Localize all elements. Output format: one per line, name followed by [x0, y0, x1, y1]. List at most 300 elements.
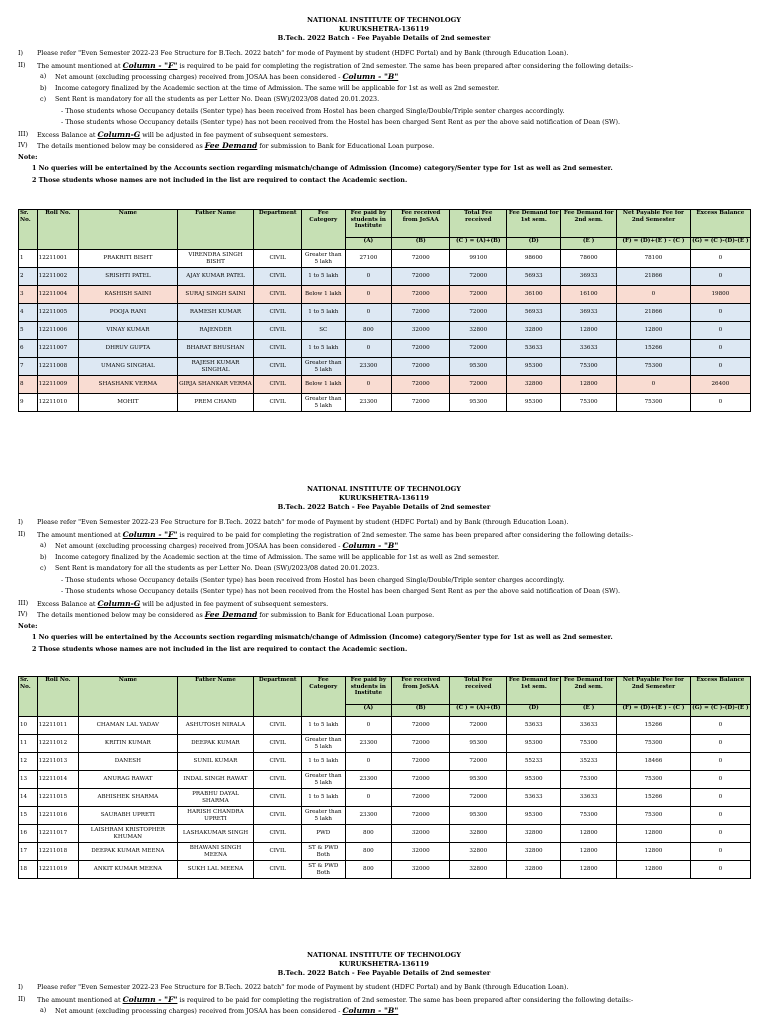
table-row [19, 340, 751, 358]
col-paid: Fee paid by students in Institute [345, 677, 392, 705]
cell-roll: 12211001 [37, 250, 78, 268]
cell-josaa: 72000 [392, 358, 450, 376]
cell-d2: 75300 [561, 771, 617, 789]
cell-father: HARISH CHANDRA UPRETI [177, 807, 254, 825]
cell-d2: 36933 [561, 304, 617, 322]
cell-paid: 23300 [345, 394, 392, 412]
cell-d2: 12800 [561, 322, 617, 340]
cell-father: DEEPAK KUMAR [177, 735, 254, 753]
cell-roll: 12211010 [37, 394, 78, 412]
fee-table-1 [18, 209, 751, 412]
cell-d1: 95300 [507, 735, 561, 753]
col-sr: Sr. No. [19, 677, 38, 717]
cell-father: PREM CHAND [177, 394, 254, 412]
cell-josaa: 72000 [392, 376, 450, 394]
cell-josaa: 72000 [392, 771, 450, 789]
cell-father: GIRJA SHANKAR VERMA [177, 376, 254, 394]
cell-dept: CIVIL [254, 286, 302, 304]
cell-d1: 95300 [507, 807, 561, 825]
cell-d2: 75300 [561, 735, 617, 753]
cell-name: MOHIT [79, 394, 177, 412]
cell-cat: 1 to 5 lakh [302, 268, 346, 286]
cell-paid: 0 [345, 376, 392, 394]
cell-total: 72000 [450, 304, 507, 322]
cell-josaa: 72000 [392, 268, 450, 286]
col-category: Fee Category [302, 210, 346, 250]
cell-total: 95300 [450, 807, 507, 825]
cell-josaa: 32000 [392, 861, 450, 879]
table-row [19, 843, 751, 861]
cell-d1: 32800 [507, 376, 561, 394]
cell-cat: SC [302, 322, 346, 340]
cell-excess: 0 [690, 268, 750, 286]
cell-d1: 95300 [507, 394, 561, 412]
code-e: (E ) [561, 705, 617, 717]
cell-sr: 12 [19, 753, 38, 771]
cell-cat: ST & PWD Both [302, 861, 346, 879]
cell-d2: 12800 [561, 376, 617, 394]
cell-sr: 16 [19, 825, 38, 843]
cell-excess: 0 [690, 322, 750, 340]
code-a: (A) [345, 238, 392, 250]
cell-net: 75300 [617, 735, 691, 753]
cell-total: 99100 [450, 250, 507, 268]
cell-roll: 12211007 [37, 340, 78, 358]
cell-net: 18466 [617, 753, 691, 771]
cell-name: ANKIT KUMAR MEENA [79, 861, 177, 879]
code-d: (D) [507, 238, 561, 250]
cell-josaa: 72000 [392, 340, 450, 358]
cell-paid: 800 [345, 825, 392, 843]
cell-cat: 1 to 5 lakh [302, 304, 346, 322]
cell-josaa: 72000 [392, 250, 450, 268]
cell-cat: Below 1 lakh [302, 376, 346, 394]
instruction-bullet-1: - Those students whose Occupancy details (Senter type) has been received from Hostel has been charged Single/Double/Triple senter charges accordingly. [61, 106, 565, 115]
cell-d2: 75300 [561, 807, 617, 825]
cell-roll: 12211005 [37, 304, 78, 322]
cell-sr: 13 [19, 771, 38, 789]
instruction-2a: a) Net amount (excluding processing charges) received from JOSAA has been considered - Column - "B" [40, 72, 399, 81]
cell-d1: 55233 [507, 753, 561, 771]
cell-name: DEEPAK KUMAR MEENA [79, 843, 177, 861]
code-d: (D) [507, 705, 561, 717]
cell-sr: 15 [19, 807, 38, 825]
code-b: (B) [392, 705, 450, 717]
cell-dept: CIVIL [254, 807, 302, 825]
cell-cat: Greater than 5 lakh [302, 807, 346, 825]
cell-excess: 0 [690, 735, 750, 753]
cell-excess: 0 [690, 807, 750, 825]
table-row [19, 753, 751, 771]
cell-sr: 14 [19, 789, 38, 807]
fee-table-2 [18, 676, 751, 879]
instruction-2a: a) Net amount (excluding processing charges) received from JOSAA has been considered - Column - "B" [40, 541, 399, 550]
cell-father: SUNIL KUMAR [177, 753, 254, 771]
cell-dept: CIVIL [254, 753, 302, 771]
table-row [19, 286, 751, 304]
cell-net: 12800 [617, 861, 691, 879]
cell-roll: 12211013 [37, 753, 78, 771]
table-row [19, 825, 751, 843]
cell-cat: 1 to 5 lakh [302, 717, 346, 735]
document-subtitle: B.Tech. 2022 Batch - Fee Payable Details of 2nd semester [277, 34, 491, 42]
table-row [19, 717, 751, 735]
table-1-body [19, 250, 751, 412]
cell-total: 32800 [450, 322, 507, 340]
instruction-2c: c) Sent Rent is mandatory for all the students as per Letter No. Dean (SW)/2023/08 dated 20.01.2023. [40, 95, 380, 103]
cell-dept: CIVIL [254, 789, 302, 807]
code-c: (C ) = (A)+(B) [450, 705, 507, 717]
col-name: Name [79, 677, 177, 717]
cell-name: DHRUV GUPTA [79, 340, 177, 358]
cell-sr: 6 [19, 340, 38, 358]
cell-total: 72000 [450, 717, 507, 735]
col-demand-1: Fee Demand for 1st sem. [507, 677, 561, 705]
cell-excess: 0 [690, 789, 750, 807]
col-demand-2: Fee Demand for 2nd sem. [561, 677, 617, 705]
cell-total: 32800 [450, 843, 507, 861]
cell-roll: 12211004 [37, 286, 78, 304]
table-row [19, 735, 751, 753]
table-row [19, 322, 751, 340]
cell-total: 95300 [450, 358, 507, 376]
cell-name: UMANG SINGHAL [79, 358, 177, 376]
cell-excess: 0 [690, 250, 750, 268]
cell-net: 75300 [617, 394, 691, 412]
cell-d2: 12800 [561, 825, 617, 843]
table-row [19, 358, 751, 376]
cell-total: 72000 [450, 286, 507, 304]
col-name: Name [79, 210, 177, 250]
col-father: Father Name [177, 677, 254, 717]
cell-net: 0 [617, 286, 691, 304]
cell-sr: 1 [19, 250, 38, 268]
cell-dept: CIVIL [254, 843, 302, 861]
instruction-1: I) Please refer "Even Semester 2022-23 Fee Structure for B.Tech. 2022 batch" for mode of Payment by student (HDFC Portal) and by Bank (through Education Loan). [18, 983, 569, 991]
cell-d1: 95300 [507, 358, 561, 376]
cell-name: SRISHTI PATEL [79, 268, 177, 286]
cell-sr: 9 [19, 394, 38, 412]
cell-excess: 0 [690, 843, 750, 861]
cell-sr: 2 [19, 268, 38, 286]
cell-total: 72000 [450, 789, 507, 807]
note-2: 2 Those students whose names are not included in the list are required to contact the Academic section. [32, 644, 408, 653]
cell-sr: 11 [19, 735, 38, 753]
col-excess: Excess Balance [690, 210, 750, 238]
col-josaa: Fee received from JoSAA [392, 677, 450, 705]
cell-name: SHASHANK VERMA [79, 376, 177, 394]
cell-excess: 0 [690, 753, 750, 771]
cell-dept: CIVIL [254, 735, 302, 753]
cell-josaa: 72000 [392, 717, 450, 735]
cell-excess: 0 [690, 394, 750, 412]
cell-father: AJAY KUMAR PATEL [177, 268, 254, 286]
cell-excess: 19800 [690, 286, 750, 304]
code-c: (C ) = (A)+(B) [450, 238, 507, 250]
cell-cat: ST & PWD Both [302, 843, 346, 861]
cell-net: 12800 [617, 322, 691, 340]
cell-name: SAURABH UPRETI [79, 807, 177, 825]
cell-josaa: 72000 [392, 807, 450, 825]
cell-dept: CIVIL [254, 825, 302, 843]
cell-cat: 1 to 5 lakh [302, 340, 346, 358]
cell-paid: 0 [345, 340, 392, 358]
cell-father: PRABHU DAYAL SHARMA [177, 789, 254, 807]
table-row [19, 394, 751, 412]
cell-net: 75300 [617, 358, 691, 376]
cell-sr: 8 [19, 376, 38, 394]
code-f: (F) = (D)+(E ) - (C ) [617, 705, 691, 717]
cell-net: 12800 [617, 843, 691, 861]
col-sr: Sr. No. [19, 210, 38, 250]
col-josaa: Fee received from JoSAA [392, 210, 450, 238]
cell-excess: 0 [690, 771, 750, 789]
cell-father: INDAL SINGH RAWAT [177, 771, 254, 789]
cell-sr: 4 [19, 304, 38, 322]
table-row [19, 376, 751, 394]
sheet-3 [0, 951, 768, 1017]
cell-roll: 12211018 [37, 843, 78, 861]
cell-d2: 16100 [561, 286, 617, 304]
cell-d2: 33633 [561, 717, 617, 735]
instruction-3: III) Excess Balance at Column-G will be adjusted in fee payment of subsequent semesters. [18, 129, 329, 139]
note-label: Note: [18, 152, 38, 161]
cell-josaa: 72000 [392, 394, 450, 412]
document-subtitle: B.Tech. 2022 Batch - Fee Payable Details of 2nd semester [277, 969, 491, 977]
cell-josaa: 72000 [392, 304, 450, 322]
instruction-bullet-1: - Those students whose Occupancy details (Senter type) has been received from Hostel has been charged Single/Double/Triple senter charges accordingly. [61, 575, 565, 584]
instruction-3: III) Excess Balance at Column-G will be adjusted in fee payment of subsequent semesters. [18, 598, 329, 608]
cell-excess: 0 [690, 340, 750, 358]
table-row [19, 771, 751, 789]
instruction-1: I) Please refer "Even Semester 2022-23 Fee Structure for B.Tech. 2022 batch" for mode of Payment by student (HDFC Portal) and by Bank (through Education Loan). [18, 49, 569, 57]
cell-net: 21866 [617, 304, 691, 322]
code-a: (A) [345, 705, 392, 717]
col-demand-2: Fee Demand for 2nd sem. [561, 210, 617, 238]
cell-cat: Below 1 lakh [302, 286, 346, 304]
cell-excess: 0 [690, 717, 750, 735]
cell-dept: CIVIL [254, 340, 302, 358]
cell-d1: 36100 [507, 286, 561, 304]
cell-dept: CIVIL [254, 358, 302, 376]
cell-roll: 12211015 [37, 789, 78, 807]
instruction-2: II) The amount mentioned at Column - "F" is required to be paid for completing the registration of 2nd semester. The same has been prepared after considering the following details:- [18, 60, 634, 70]
cell-name: ABHISHEK SHARMA [79, 789, 177, 807]
cell-d2: 12800 [561, 861, 617, 879]
cell-net: 12800 [617, 825, 691, 843]
cell-sr: 10 [19, 717, 38, 735]
cell-d2: 78600 [561, 250, 617, 268]
cell-paid: 800 [345, 322, 392, 340]
cell-father: RAJENDER [177, 322, 254, 340]
cell-sr: 18 [19, 861, 38, 879]
cell-josaa: 72000 [392, 753, 450, 771]
cell-name: POOJA RANI [79, 304, 177, 322]
cell-name: ANURAG RAWAT [79, 771, 177, 789]
instruction-4: IV) The details mentioned below may be considered as Fee Demand for submission to Bank for Educational Loan purpose. [18, 141, 435, 150]
cell-name: CHAMAN LAL YADAV [79, 717, 177, 735]
cell-dept: CIVIL [254, 304, 302, 322]
cell-roll: 12211009 [37, 376, 78, 394]
cell-sr: 17 [19, 843, 38, 861]
cell-paid: 0 [345, 304, 392, 322]
code-e: (E ) [561, 238, 617, 250]
col-dept: Department [254, 677, 302, 717]
cell-father: SUKH LAL MEENA [177, 861, 254, 879]
cell-name: DANESH [79, 753, 177, 771]
col-net: Net Payable Fee for 2nd Semester [617, 677, 691, 705]
cell-d1: 95300 [507, 771, 561, 789]
institute-city: KURUKSHETRA-136119 [339, 494, 429, 502]
note-1: 1 No queries will be entertained by the Accounts section regarding mismatch/change of Admission (Income) category/Senter type for 1st as well as 2nd semester. [32, 633, 613, 641]
cell-josaa: 32000 [392, 322, 450, 340]
cell-net: 75300 [617, 807, 691, 825]
col-total: Total Fee received [450, 210, 507, 238]
cell-cat: Greater than 5 lakh [302, 771, 346, 789]
cell-paid: 23300 [345, 735, 392, 753]
cell-paid: 800 [345, 843, 392, 861]
cell-paid: 0 [345, 789, 392, 807]
cell-dept: CIVIL [254, 322, 302, 340]
sheet-2 [0, 485, 768, 655]
instruction-2: II) The amount mentioned at Column - "F" is required to be paid for completing the registration of 2nd semester. The same has been prepared after considering the following details:- [18, 529, 634, 539]
instruction-2a: a) Net amount (excluding processing charges) received from JOSAA has been considered - Column - "B" [40, 1006, 399, 1015]
col-father: Father Name [177, 210, 254, 250]
cell-net: 15266 [617, 340, 691, 358]
col-demand-1: Fee Demand for 1st sem. [507, 210, 561, 238]
cell-father: BHAWANI SINGH MEENA [177, 843, 254, 861]
cell-total: 72000 [450, 753, 507, 771]
cell-paid: 0 [345, 286, 392, 304]
col-total: Total Fee received [450, 677, 507, 705]
cell-josaa: 32000 [392, 843, 450, 861]
cell-d2: 33633 [561, 340, 617, 358]
institute-name: NATIONAL INSTITUTE OF TECHNOLOGY [307, 951, 461, 959]
cell-total: 32800 [450, 825, 507, 843]
cell-d1: 56933 [507, 304, 561, 322]
cell-net: 21866 [617, 268, 691, 286]
cell-roll: 12211017 [37, 825, 78, 843]
cell-d1: 98600 [507, 250, 561, 268]
cell-roll: 12211014 [37, 771, 78, 789]
cell-paid: 0 [345, 717, 392, 735]
cell-paid: 23300 [345, 807, 392, 825]
cell-roll: 12211008 [37, 358, 78, 376]
cell-roll: 12211006 [37, 322, 78, 340]
institute-city: KURUKSHETRA-136119 [339, 960, 429, 968]
cell-dept: CIVIL [254, 771, 302, 789]
cell-name: LAISHRAM KRISTOPHER KHUMAN [79, 825, 177, 843]
cell-name: KRITIN KUMAR [79, 735, 177, 753]
cell-net: 78100 [617, 250, 691, 268]
cell-d1: 53633 [507, 340, 561, 358]
cell-father: ASHUTOSH NIRALA [177, 717, 254, 735]
cell-dept: CIVIL [254, 394, 302, 412]
institute-city: KURUKSHETRA-136119 [339, 25, 429, 33]
cell-name: PRAKRITI BISHT [79, 250, 177, 268]
cell-dept: CIVIL [254, 268, 302, 286]
cell-net: 0 [617, 376, 691, 394]
cell-father: SURAJ SINGH SAINI [177, 286, 254, 304]
cell-paid: 0 [345, 753, 392, 771]
note-2: 2 Those students whose names are not included in the list are required to contact the Academic section. [32, 175, 408, 184]
cell-total: 72000 [450, 340, 507, 358]
cell-d1: 56933 [507, 268, 561, 286]
table-row [19, 268, 751, 286]
cell-roll: 12211012 [37, 735, 78, 753]
cell-name: VINAY KUMAR [79, 322, 177, 340]
cell-d1: 32800 [507, 322, 561, 340]
cell-d1: 32800 [507, 843, 561, 861]
instruction-2: II) The amount mentioned at Column - "F" is required to be paid for completing the registration of 2nd semester. The same has been prepared after considering the following details:- [18, 994, 634, 1004]
table-row [19, 250, 751, 268]
cell-dept: CIVIL [254, 376, 302, 394]
cell-sr: 3 [19, 286, 38, 304]
cell-roll: 12211016 [37, 807, 78, 825]
cell-d2: 75300 [561, 358, 617, 376]
cell-excess: 0 [690, 304, 750, 322]
cell-cat: 1 to 5 lakh [302, 789, 346, 807]
col-paid: Fee paid by students in Institute [345, 210, 392, 238]
cell-d1: 32800 [507, 861, 561, 879]
cell-dept: CIVIL [254, 861, 302, 879]
cell-total: 95300 [450, 771, 507, 789]
cell-father: RAJESH KUMAR SINGHAL [177, 358, 254, 376]
col-roll: Roll No. [37, 677, 78, 717]
cell-josaa: 32000 [392, 825, 450, 843]
cell-d2: 36933 [561, 268, 617, 286]
cell-cat: 1 to 5 lakh [302, 753, 346, 771]
cell-total: 95300 [450, 735, 507, 753]
cell-d2: 35233 [561, 753, 617, 771]
cell-father: LASHAKUMAR SINGH [177, 825, 254, 843]
cell-roll: 12211002 [37, 268, 78, 286]
instruction-2c: c) Sent Rent is mandatory for all the students as per Letter No. Dean (SW)/2023/08 dated 20.01.2023. [40, 564, 380, 572]
cell-josaa: 72000 [392, 789, 450, 807]
table-row [19, 304, 751, 322]
cell-d1: 53633 [507, 717, 561, 735]
cell-d1: 53633 [507, 789, 561, 807]
cell-cat: Greater than 5 lakh [302, 394, 346, 412]
cell-dept: CIVIL [254, 717, 302, 735]
col-dept: Department [254, 210, 302, 250]
cell-excess: 0 [690, 358, 750, 376]
cell-cat: PWD [302, 825, 346, 843]
cell-paid: 0 [345, 268, 392, 286]
cell-josaa: 72000 [392, 735, 450, 753]
cell-josaa: 72000 [392, 286, 450, 304]
cell-paid: 23300 [345, 771, 392, 789]
cell-paid: 23300 [345, 358, 392, 376]
table-header-row [19, 677, 751, 705]
instruction-bullet-2: - Those students whose Occupancy details (Senter type) has not been received from the Hostel has been charged Sent Rent as per the above said notification of Dean (SW). [61, 587, 621, 595]
note-1: 1 No queries will be entertained by the Accounts section regarding mismatch/change of Admission (Income) category/Senter type for 1st as well as 2nd semester. [32, 164, 613, 172]
col-category: Fee Category [302, 677, 346, 717]
instruction-4: IV) The details mentioned below may be considered as Fee Demand for submission to Bank for Educational Loan purpose. [18, 610, 435, 619]
code-f: (F) = (D)+(E ) - (C ) [617, 238, 691, 250]
cell-cat: Greater than 5 lakh [302, 358, 346, 376]
col-excess: Excess Balance [690, 677, 750, 705]
institute-name: NATIONAL INSTITUTE OF TECHNOLOGY [307, 16, 461, 24]
instruction-2b: b) Income category finalized by the Academic section at the time of Admission. The same will be applicable for 1st as well as 2nd semester. [40, 83, 500, 92]
instruction-2b: b) Income category finalized by the Academic section at the time of Admission. The same will be applicable for 1st as well as 2nd semester. [40, 552, 500, 561]
cell-total: 32800 [450, 861, 507, 879]
cell-dept: CIVIL [254, 250, 302, 268]
col-roll: Roll No. [37, 210, 78, 250]
col-net: Net Payable Fee for 2nd Semester [617, 210, 691, 238]
table-2-body [19, 717, 751, 879]
cell-d2: 75300 [561, 394, 617, 412]
